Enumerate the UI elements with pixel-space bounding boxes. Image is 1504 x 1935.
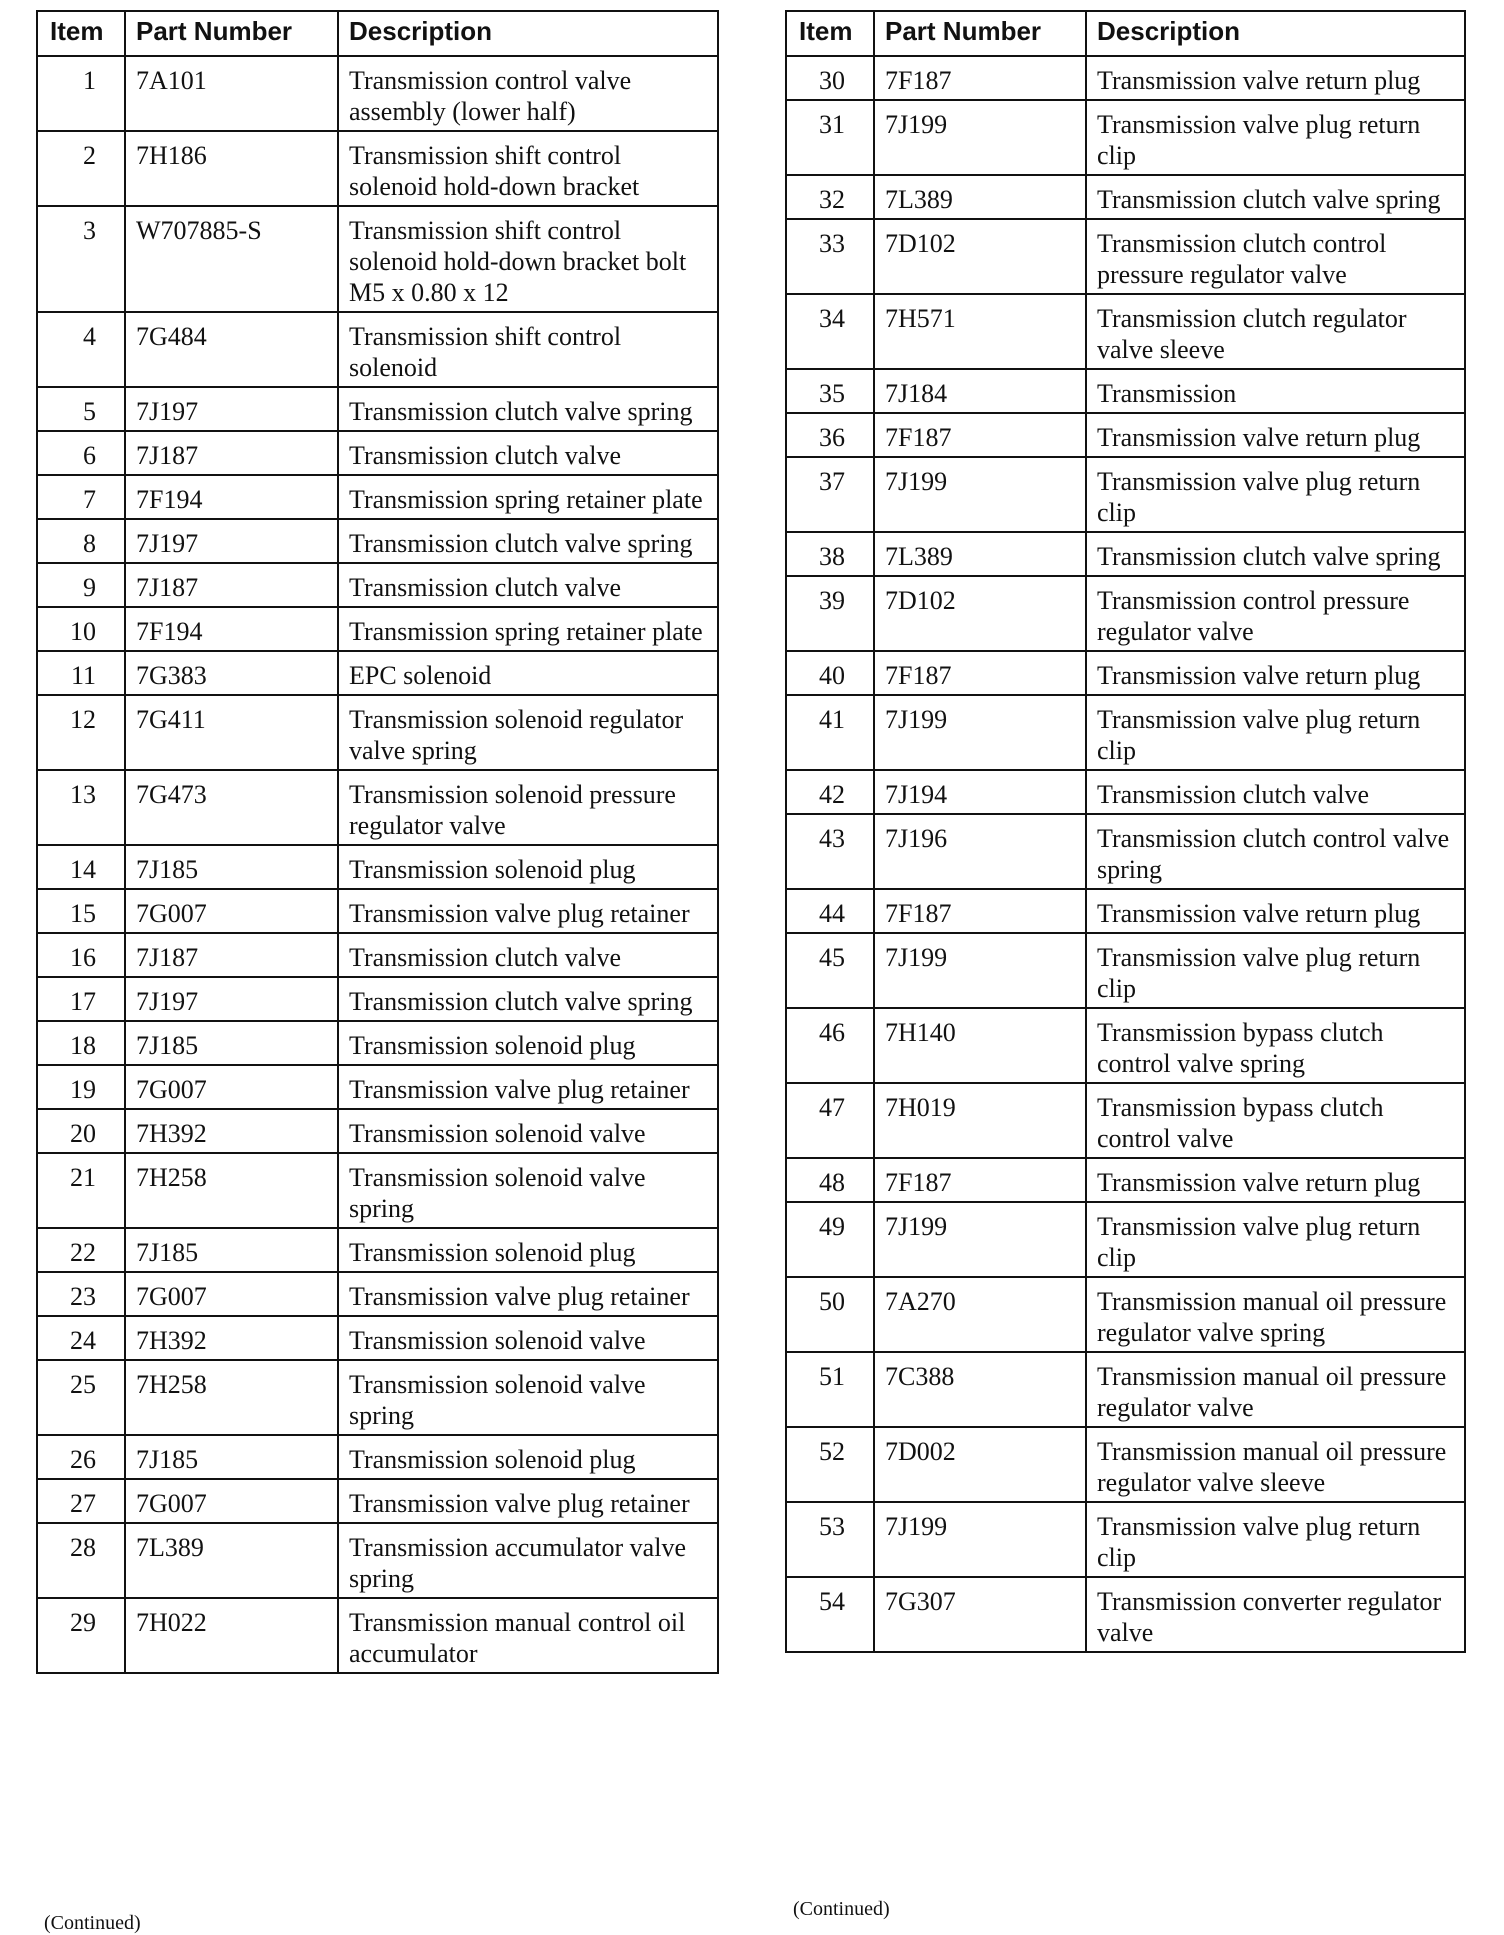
cell-description: Transmission valve return plug bbox=[1086, 413, 1465, 457]
table-row bbox=[786, 100, 1465, 175]
cell-part-number: 7F187 bbox=[874, 889, 1086, 933]
cell-item: 15 bbox=[37, 889, 125, 933]
cell-item: 35 bbox=[786, 369, 874, 413]
cell-part-number: 7J199 bbox=[874, 1502, 1086, 1577]
table-row bbox=[786, 889, 1465, 933]
cell-description: Transmission valve plug retainer bbox=[338, 1272, 718, 1316]
table-row bbox=[786, 1427, 1465, 1502]
cell-description: Transmission valve plug return clip bbox=[1086, 457, 1465, 532]
table-row bbox=[37, 475, 718, 519]
cell-part-number: 7H022 bbox=[125, 1598, 338, 1673]
cell-item: 20 bbox=[37, 1109, 125, 1153]
cell-part-number: 7F187 bbox=[874, 56, 1086, 100]
cell-item: 3 bbox=[37, 206, 125, 312]
cell-item: 17 bbox=[37, 977, 125, 1021]
cell-part-number: 7J199 bbox=[874, 1202, 1086, 1277]
cell-description: Transmission clutch valve spring bbox=[1086, 532, 1465, 576]
table-header-row bbox=[786, 11, 1465, 56]
table-row bbox=[786, 933, 1465, 1008]
cell-part-number: 7H019 bbox=[874, 1083, 1086, 1158]
cell-part-number: 7H258 bbox=[125, 1153, 338, 1228]
cell-item: 24 bbox=[37, 1316, 125, 1360]
table-row bbox=[786, 1202, 1465, 1277]
cell-part-number: 7C388 bbox=[874, 1352, 1086, 1427]
cell-item: 43 bbox=[786, 814, 874, 889]
cell-part-number: 7J197 bbox=[125, 519, 338, 563]
cell-description: Transmission solenoid plug bbox=[338, 1021, 718, 1065]
cell-description: Transmission accumulator valve spring bbox=[338, 1523, 718, 1598]
table-row bbox=[786, 175, 1465, 219]
cell-part-number: 7J199 bbox=[874, 100, 1086, 175]
table-row bbox=[786, 56, 1465, 100]
table-row bbox=[37, 1479, 718, 1523]
cell-part-number: 7D102 bbox=[874, 576, 1086, 651]
table-row bbox=[37, 977, 718, 1021]
cell-part-number: 7H258 bbox=[125, 1360, 338, 1435]
cell-description: Transmission bypass clutch control valve spring bbox=[1086, 1008, 1465, 1083]
cell-description: Transmission valve return plug bbox=[1086, 1158, 1465, 1202]
cell-item: 30 bbox=[786, 56, 874, 100]
cell-description: Transmission solenoid plug bbox=[338, 845, 718, 889]
header-description: Description bbox=[1086, 11, 1465, 56]
cell-item: 6 bbox=[37, 431, 125, 475]
continued-note-right: (Continued) bbox=[793, 1898, 890, 1920]
cell-part-number: 7A270 bbox=[874, 1277, 1086, 1352]
cell-part-number: 7G007 bbox=[125, 1065, 338, 1109]
table-row bbox=[37, 1153, 718, 1228]
table-row bbox=[786, 814, 1465, 889]
cell-description: Transmission valve plug return clip bbox=[1086, 100, 1465, 175]
table-row bbox=[37, 312, 718, 387]
header-part-number: Part Number bbox=[125, 11, 338, 56]
cell-description: Transmission solenoid valve bbox=[338, 1109, 718, 1153]
left-table-body bbox=[37, 56, 718, 1673]
table-row bbox=[37, 845, 718, 889]
cell-item: 13 bbox=[37, 770, 125, 845]
cell-part-number: 7F194 bbox=[125, 607, 338, 651]
cell-part-number: 7H392 bbox=[125, 1109, 338, 1153]
cell-item: 39 bbox=[786, 576, 874, 651]
table-row bbox=[37, 1065, 718, 1109]
table-row bbox=[786, 1277, 1465, 1352]
table-row bbox=[786, 1158, 1465, 1202]
cell-part-number: 7H140 bbox=[874, 1008, 1086, 1083]
cell-description: Transmission manual control oil accumulator bbox=[338, 1598, 718, 1673]
cell-item: 31 bbox=[786, 100, 874, 175]
cell-item: 53 bbox=[786, 1502, 874, 1577]
table-row bbox=[37, 770, 718, 845]
cell-description: Transmission spring retainer plate bbox=[338, 607, 718, 651]
cell-part-number: 7G007 bbox=[125, 889, 338, 933]
cell-description: Transmission clutch valve spring bbox=[338, 387, 718, 431]
cell-item: 47 bbox=[786, 1083, 874, 1158]
table-row bbox=[37, 387, 718, 431]
cell-description: Transmission valve return plug bbox=[1086, 889, 1465, 933]
cell-item: 16 bbox=[37, 933, 125, 977]
cell-part-number: 7G484 bbox=[125, 312, 338, 387]
left-parts-table bbox=[36, 10, 719, 1674]
cell-part-number: 7F194 bbox=[125, 475, 338, 519]
cell-part-number: 7F187 bbox=[874, 1158, 1086, 1202]
table-row bbox=[37, 889, 718, 933]
cell-part-number: 7F187 bbox=[874, 413, 1086, 457]
table-row bbox=[37, 607, 718, 651]
table-row bbox=[786, 457, 1465, 532]
cell-item: 11 bbox=[37, 651, 125, 695]
table-row bbox=[786, 294, 1465, 369]
cell-description: Transmission shift control solenoid hold-down bracket bolt M5 x 0.80 x 12 bbox=[338, 206, 718, 312]
table-row bbox=[37, 56, 718, 131]
cell-description: Transmission solenoid plug bbox=[338, 1228, 718, 1272]
cell-description: Transmission solenoid valve spring bbox=[338, 1360, 718, 1435]
cell-item: 40 bbox=[786, 651, 874, 695]
cell-description: Transmission bbox=[1086, 369, 1465, 413]
cell-description: Transmission bypass clutch control valve bbox=[1086, 1083, 1465, 1158]
cell-item: 21 bbox=[37, 1153, 125, 1228]
cell-description: Transmission converter regulator valve bbox=[1086, 1577, 1465, 1652]
cell-description: Transmission valve return plug bbox=[1086, 56, 1465, 100]
cell-description: Transmission clutch control valve spring bbox=[1086, 814, 1465, 889]
table-row bbox=[37, 431, 718, 475]
cell-part-number: 7G007 bbox=[125, 1479, 338, 1523]
cell-description: Transmission shift control solenoid hold-down bracket bbox=[338, 131, 718, 206]
right-table-body bbox=[786, 56, 1465, 1652]
cell-part-number: 7J187 bbox=[125, 933, 338, 977]
cell-description: Transmission valve plug retainer bbox=[338, 1065, 718, 1109]
cell-description: Transmission control valve assembly (lower half) bbox=[338, 56, 718, 131]
cell-description: Transmission valve plug retainer bbox=[338, 889, 718, 933]
cell-part-number: 7J194 bbox=[874, 770, 1086, 814]
cell-part-number: W707885-S bbox=[125, 206, 338, 312]
table-row bbox=[786, 1352, 1465, 1427]
cell-item: 50 bbox=[786, 1277, 874, 1352]
cell-item: 41 bbox=[786, 695, 874, 770]
cell-description: Transmission spring retainer plate bbox=[338, 475, 718, 519]
table-row bbox=[786, 770, 1465, 814]
cell-part-number: 7J199 bbox=[874, 933, 1086, 1008]
cell-item: 1 bbox=[37, 56, 125, 131]
cell-description: Transmission solenoid valve spring bbox=[338, 1153, 718, 1228]
cell-description: Transmission clutch valve bbox=[338, 933, 718, 977]
header-part-number: Part Number bbox=[874, 11, 1086, 56]
cell-description: Transmission clutch valve spring bbox=[338, 519, 718, 563]
cell-part-number: 7J197 bbox=[125, 977, 338, 1021]
table-row bbox=[786, 651, 1465, 695]
table-row bbox=[786, 219, 1465, 294]
table-row bbox=[37, 206, 718, 312]
cell-item: 33 bbox=[786, 219, 874, 294]
cell-description: Transmission solenoid plug bbox=[338, 1435, 718, 1479]
cell-item: 19 bbox=[37, 1065, 125, 1109]
cell-item: 54 bbox=[786, 1577, 874, 1652]
header-item: Item bbox=[786, 11, 874, 56]
table-row bbox=[37, 563, 718, 607]
cell-description: Transmission shift control solenoid bbox=[338, 312, 718, 387]
table-row bbox=[37, 519, 718, 563]
cell-description: Transmission valve return plug bbox=[1086, 651, 1465, 695]
cell-part-number: 7J199 bbox=[874, 695, 1086, 770]
cell-part-number: 7G007 bbox=[125, 1272, 338, 1316]
table-row bbox=[37, 1021, 718, 1065]
cell-item: 14 bbox=[37, 845, 125, 889]
cell-description: EPC solenoid bbox=[338, 651, 718, 695]
cell-description: Transmission clutch valve bbox=[338, 563, 718, 607]
table-row bbox=[37, 1272, 718, 1316]
table-row bbox=[786, 695, 1465, 770]
table-row bbox=[37, 933, 718, 977]
cell-part-number: 7H186 bbox=[125, 131, 338, 206]
cell-part-number: 7H571 bbox=[874, 294, 1086, 369]
cell-description: Transmission manual oil pressure regulator valve bbox=[1086, 1352, 1465, 1427]
cell-description: Transmission manual oil pressure regulator valve spring bbox=[1086, 1277, 1465, 1352]
table-row bbox=[786, 532, 1465, 576]
table-row bbox=[786, 1502, 1465, 1577]
table-row bbox=[37, 1228, 718, 1272]
right-parts-table bbox=[785, 10, 1466, 1653]
cell-part-number: 7G307 bbox=[874, 1577, 1086, 1652]
left-parts-table-container bbox=[36, 10, 717, 1674]
table-row bbox=[786, 1008, 1465, 1083]
cell-item: 29 bbox=[37, 1598, 125, 1673]
cell-item: 12 bbox=[37, 695, 125, 770]
cell-description: Transmission valve plug return clip bbox=[1086, 695, 1465, 770]
cell-item: 27 bbox=[37, 1479, 125, 1523]
table-row bbox=[786, 1083, 1465, 1158]
cell-part-number: 7L389 bbox=[874, 175, 1086, 219]
cell-description: Transmission solenoid regulator valve spring bbox=[338, 695, 718, 770]
cell-part-number: 7J187 bbox=[125, 431, 338, 475]
cell-description: Transmission valve plug return clip bbox=[1086, 1202, 1465, 1277]
cell-item: 38 bbox=[786, 532, 874, 576]
table-header-row bbox=[37, 11, 718, 56]
cell-item: 45 bbox=[786, 933, 874, 1008]
cell-description: Transmission valve plug return clip bbox=[1086, 1502, 1465, 1577]
cell-item: 48 bbox=[786, 1158, 874, 1202]
cell-description: Transmission clutch valve bbox=[338, 431, 718, 475]
table-row bbox=[786, 576, 1465, 651]
table-row bbox=[37, 651, 718, 695]
cell-description: Transmission clutch valve bbox=[1086, 770, 1465, 814]
cell-part-number: 7G411 bbox=[125, 695, 338, 770]
cell-item: 2 bbox=[37, 131, 125, 206]
header-description: Description bbox=[338, 11, 718, 56]
continued-note-left: (Continued) bbox=[44, 1912, 141, 1934]
table-row bbox=[786, 369, 1465, 413]
cell-item: 25 bbox=[37, 1360, 125, 1435]
cell-description: Transmission manual oil pressure regulator valve sleeve bbox=[1086, 1427, 1465, 1502]
cell-item: 51 bbox=[786, 1352, 874, 1427]
right-parts-table-container bbox=[785, 10, 1464, 1653]
cell-description: Transmission control pressure regulator valve bbox=[1086, 576, 1465, 651]
cell-item: 5 bbox=[37, 387, 125, 431]
header-item: Item bbox=[37, 11, 125, 56]
table-row bbox=[37, 1109, 718, 1153]
cell-part-number: 7J197 bbox=[125, 387, 338, 431]
cell-part-number: 7J184 bbox=[874, 369, 1086, 413]
cell-part-number: 7L389 bbox=[125, 1523, 338, 1598]
table-row bbox=[37, 1360, 718, 1435]
cell-item: 22 bbox=[37, 1228, 125, 1272]
table-row bbox=[37, 1523, 718, 1598]
cell-part-number: 7G383 bbox=[125, 651, 338, 695]
cell-description: Transmission valve plug return clip bbox=[1086, 933, 1465, 1008]
cell-item: 42 bbox=[786, 770, 874, 814]
table-row bbox=[37, 131, 718, 206]
cell-item: 23 bbox=[37, 1272, 125, 1316]
cell-item: 7 bbox=[37, 475, 125, 519]
cell-item: 9 bbox=[37, 563, 125, 607]
cell-description: Transmission solenoid valve bbox=[338, 1316, 718, 1360]
cell-item: 36 bbox=[786, 413, 874, 457]
cell-part-number: 7D002 bbox=[874, 1427, 1086, 1502]
cell-part-number: 7D102 bbox=[874, 219, 1086, 294]
table-row bbox=[37, 1598, 718, 1673]
cell-item: 26 bbox=[37, 1435, 125, 1479]
cell-part-number: 7G473 bbox=[125, 770, 338, 845]
cell-part-number: 7J185 bbox=[125, 1021, 338, 1065]
cell-item: 10 bbox=[37, 607, 125, 651]
cell-item: 4 bbox=[37, 312, 125, 387]
cell-description: Transmission clutch valve spring bbox=[338, 977, 718, 1021]
cell-part-number: 7A101 bbox=[125, 56, 338, 131]
table-row bbox=[37, 1435, 718, 1479]
cell-description: Transmission clutch regulator valve sleeve bbox=[1086, 294, 1465, 369]
cell-item: 49 bbox=[786, 1202, 874, 1277]
cell-item: 32 bbox=[786, 175, 874, 219]
cell-description: Transmission clutch valve spring bbox=[1086, 175, 1465, 219]
cell-item: 46 bbox=[786, 1008, 874, 1083]
cell-item: 44 bbox=[786, 889, 874, 933]
cell-part-number: 7L389 bbox=[874, 532, 1086, 576]
table-row bbox=[786, 1577, 1465, 1652]
cell-part-number: 7F187 bbox=[874, 651, 1086, 695]
cell-part-number: 7H392 bbox=[125, 1316, 338, 1360]
cell-item: 18 bbox=[37, 1021, 125, 1065]
cell-description: Transmission solenoid pressure regulator valve bbox=[338, 770, 718, 845]
table-row bbox=[37, 1316, 718, 1360]
table-row bbox=[37, 695, 718, 770]
cell-part-number: 7J187 bbox=[125, 563, 338, 607]
cell-part-number: 7J185 bbox=[125, 1228, 338, 1272]
cell-part-number: 7J196 bbox=[874, 814, 1086, 889]
cell-item: 52 bbox=[786, 1427, 874, 1502]
cell-item: 8 bbox=[37, 519, 125, 563]
cell-item: 28 bbox=[37, 1523, 125, 1598]
cell-item: 34 bbox=[786, 294, 874, 369]
cell-part-number: 7J185 bbox=[125, 1435, 338, 1479]
cell-item: 37 bbox=[786, 457, 874, 532]
cell-description: Transmission clutch control pressure regulator valve bbox=[1086, 219, 1465, 294]
cell-part-number: 7J199 bbox=[874, 457, 1086, 532]
cell-description: Transmission valve plug retainer bbox=[338, 1479, 718, 1523]
cell-part-number: 7J185 bbox=[125, 845, 338, 889]
table-row bbox=[786, 413, 1465, 457]
